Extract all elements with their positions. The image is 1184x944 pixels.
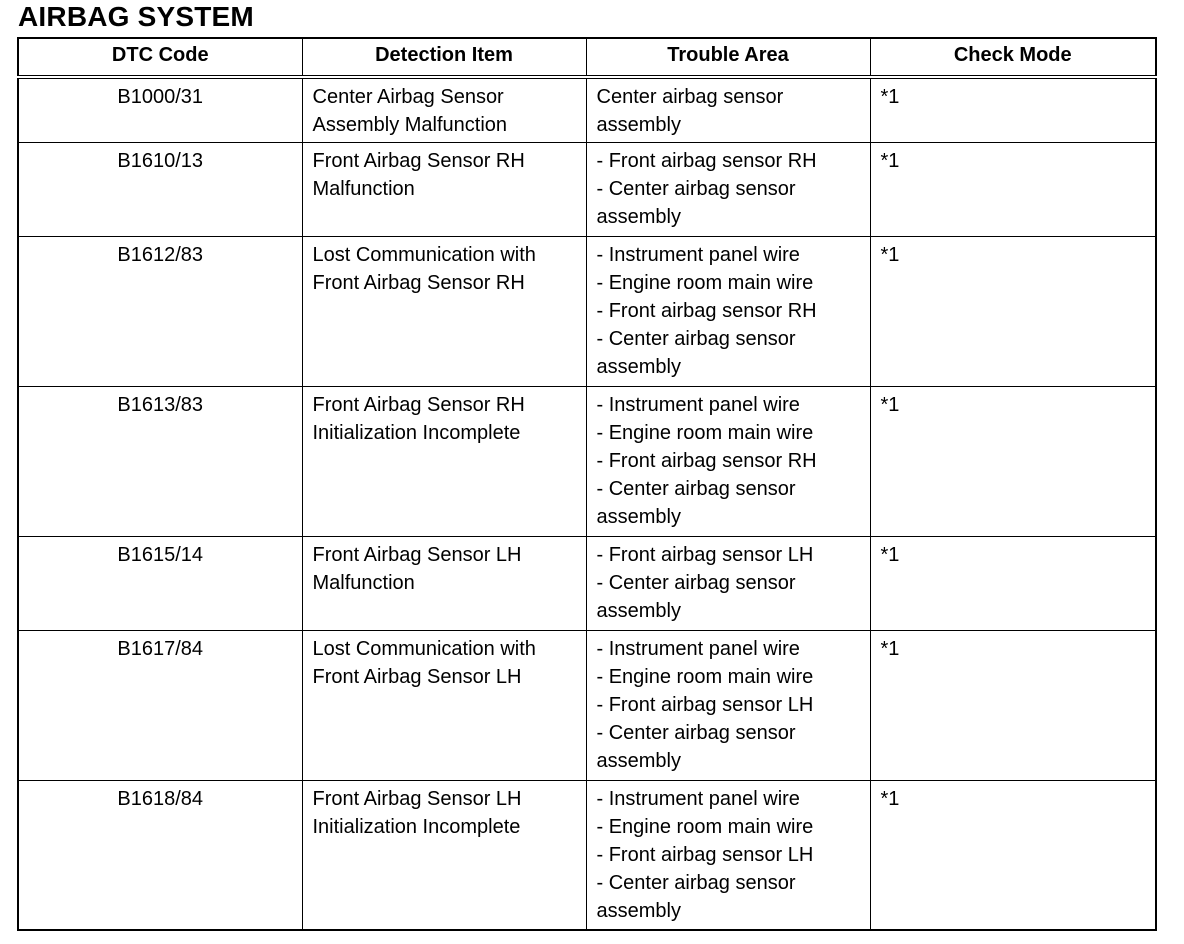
trouble-area-line: - Center airbag sensor <box>596 477 796 500</box>
table-row <box>18 630 1156 780</box>
check-mode-cell: *1 <box>870 536 1156 630</box>
dtc-code-cell: B1613/83 <box>18 386 302 536</box>
table-row <box>18 780 1156 930</box>
trouble-area-line: - Front airbag sensor RH <box>596 149 817 172</box>
detection-item-line: Initialization Incomplete <box>312 421 521 444</box>
trouble-area-line: - Engine room main wire <box>596 271 814 294</box>
trouble-area-cell <box>586 236 870 386</box>
trouble-area-line: - Center airbag sensor <box>596 571 796 594</box>
trouble-area-line: assembly <box>596 599 681 622</box>
trouble-area-line: - Front airbag sensor LH <box>596 843 814 866</box>
detection-item-line: Malfunction <box>312 571 415 594</box>
detection-item-line: Front Airbag Sensor RH <box>312 393 525 416</box>
trouble-area-line: - Engine room main wire <box>596 421 814 444</box>
trouble-area-line: - Center airbag sensor <box>596 871 796 894</box>
check-mode-cell: *1 <box>870 77 1156 142</box>
detection-item-cell <box>302 630 586 780</box>
trouble-area-line: - Instrument panel wire <box>596 393 800 416</box>
dtc-table <box>17 37 1157 931</box>
trouble-area-line: - Engine room main wire <box>596 815 814 838</box>
detection-item-line: Center Airbag Sensor <box>312 86 504 108</box>
check-mode-cell: *1 <box>870 236 1156 386</box>
detection-item-cell <box>302 236 586 386</box>
detection-item-line: Front Airbag Sensor LH <box>312 787 522 810</box>
detection-item-line: Front Airbag Sensor LH <box>312 665 522 688</box>
detection-item-line: Assembly Malfunction <box>312 114 508 136</box>
detection-item-line: Front Airbag Sensor LH <box>312 543 522 566</box>
detection-item-cell <box>302 142 586 236</box>
dtc-code-cell: B1618/84 <box>18 780 302 930</box>
trouble-area-cell <box>586 630 870 780</box>
header-trouble-area: Trouble Area <box>586 38 870 77</box>
table-row <box>18 536 1156 630</box>
table-row <box>18 142 1156 236</box>
dtc-code-cell: B1610/13 <box>18 142 302 236</box>
trouble-area-line: assembly <box>596 899 681 922</box>
trouble-area-line: assembly <box>596 114 681 136</box>
detection-item-line: Lost Communication with <box>312 637 536 660</box>
trouble-area-line: - Instrument panel wire <box>596 787 800 810</box>
detection-item-line: Lost Communication with <box>312 243 536 266</box>
detection-item-cell <box>302 77 586 142</box>
detection-item-cell <box>302 386 586 536</box>
trouble-area-line: assembly <box>596 355 681 378</box>
header-check-mode: Check Mode <box>870 38 1156 77</box>
trouble-area-cell <box>586 142 870 236</box>
trouble-area-line: - Front airbag sensor RH <box>596 299 817 322</box>
header-dtc-code: DTC Code <box>18 38 302 77</box>
trouble-area-cell <box>586 536 870 630</box>
trouble-area-line: assembly <box>596 749 681 772</box>
trouble-area-line: - Center airbag sensor <box>596 327 796 350</box>
trouble-area-line: - Center airbag sensor <box>596 177 796 200</box>
check-mode-cell: *1 <box>870 142 1156 236</box>
detection-item-line: Front Airbag Sensor RH <box>312 149 525 172</box>
trouble-area-cell <box>586 780 870 930</box>
detection-item-line: Malfunction <box>312 177 415 200</box>
trouble-area-line: - Instrument panel wire <box>596 243 800 266</box>
header-detection-item: Detection Item <box>302 38 586 77</box>
dtc-code-cell: B1615/14 <box>18 536 302 630</box>
page-title: AIRBAG SYSTEM <box>18 1 254 32</box>
trouble-area-line: - Center airbag sensor <box>596 721 796 744</box>
detection-item-cell <box>302 780 586 930</box>
dtc-code-cell: B1000/31 <box>18 77 302 142</box>
trouble-area-cell <box>586 77 870 142</box>
check-mode-cell: *1 <box>870 630 1156 780</box>
check-mode-cell: *1 <box>870 386 1156 536</box>
detection-item-line: Front Airbag Sensor RH <box>312 271 525 294</box>
table-header-row <box>18 38 1156 77</box>
trouble-area-line: assembly <box>596 205 681 228</box>
trouble-area-line: assembly <box>596 505 681 528</box>
trouble-area-line: Center airbag sensor <box>596 86 784 108</box>
dtc-code-cell: B1612/83 <box>18 236 302 386</box>
table-row <box>18 236 1156 386</box>
trouble-area-line: - Front airbag sensor LH <box>596 543 814 566</box>
trouble-area-line: - Front airbag sensor LH <box>596 693 814 716</box>
trouble-area-line: - Instrument panel wire <box>596 637 800 660</box>
detection-item-line: Initialization Incomplete <box>312 815 521 838</box>
trouble-area-cell <box>586 386 870 536</box>
trouble-area-line: - Front airbag sensor RH <box>596 449 817 472</box>
trouble-area-line: - Engine room main wire <box>596 665 814 688</box>
check-mode-cell: *1 <box>870 780 1156 930</box>
dtc-table-body <box>18 77 1156 930</box>
detection-item-cell <box>302 536 586 630</box>
table-row <box>18 386 1156 536</box>
table-row <box>18 77 1156 142</box>
dtc-code-cell: B1617/84 <box>18 630 302 780</box>
